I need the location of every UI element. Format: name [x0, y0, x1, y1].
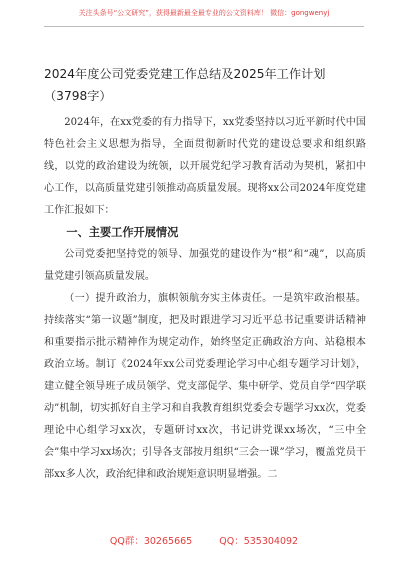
footer-contact	[0, 533, 408, 547]
header-divider	[44, 26, 364, 27]
intro-paragraph: 2024年，在xx党委的有力指导下，xx党委坚持以习近平新时代中国特色社会主义思想为指导，全面贯彻新时代党的建设总要求和组织路线，以党的政治建设为统领，以开展党纪学习教育活动为契机，紧扣中心工作，以高质量党建引领推动高质量发展。现将xx公司2024年度党建工作汇报如下：	[44, 117, 366, 216]
section-paragraph: 公司党委把坚持党的领导、加强党的建设作为“根”和“魂”，以高质量党建引领高质量发展。	[44, 249, 366, 282]
header-banner: 关注头条号“公文研究”，获得最新最全最专业的公文资料库！ 微信：gongwenyj	[78, 9, 330, 17]
document-title: 2024年度公司党委党建工作总结及2025年工作计划（3798字）	[44, 67, 326, 103]
footer-qq-group: QQ群：30265665	[109, 536, 193, 547]
section-paragraph: （一）提升政治力，旗帜领航夯实主体责任。一是筑牢政治根基。持续落实“第一议题”制度，把及时跟进学习习近平总书记重要讲话精神和重要指示批示精神作为规定动作，始终坚定正确政治方向、站稳根本政治立场。制订《2024年xx公司党委理论学习中心组专题学习计划》，建立健全领导班子成员领学、党支部促学、集中研学、党员自学“四学联动”机制，切实抓好自主学习和自我教育组织党委会专题学习xx次，党委理论中心组学习xx次，专题研讨xx次，书记讲党课xx场次，“三中全会”集中学习xx场次；引导各支部按月组织“三会一课”学习，覆盖党员干部xx多人次，政治纪律和政治规矩意识明显增强。二	[44, 293, 366, 480]
section-heading: 一、主要工作开展情况	[66, 226, 179, 239]
footer-qq: QQ：535304092	[219, 536, 299, 547]
document-body	[44, 112, 366, 486]
